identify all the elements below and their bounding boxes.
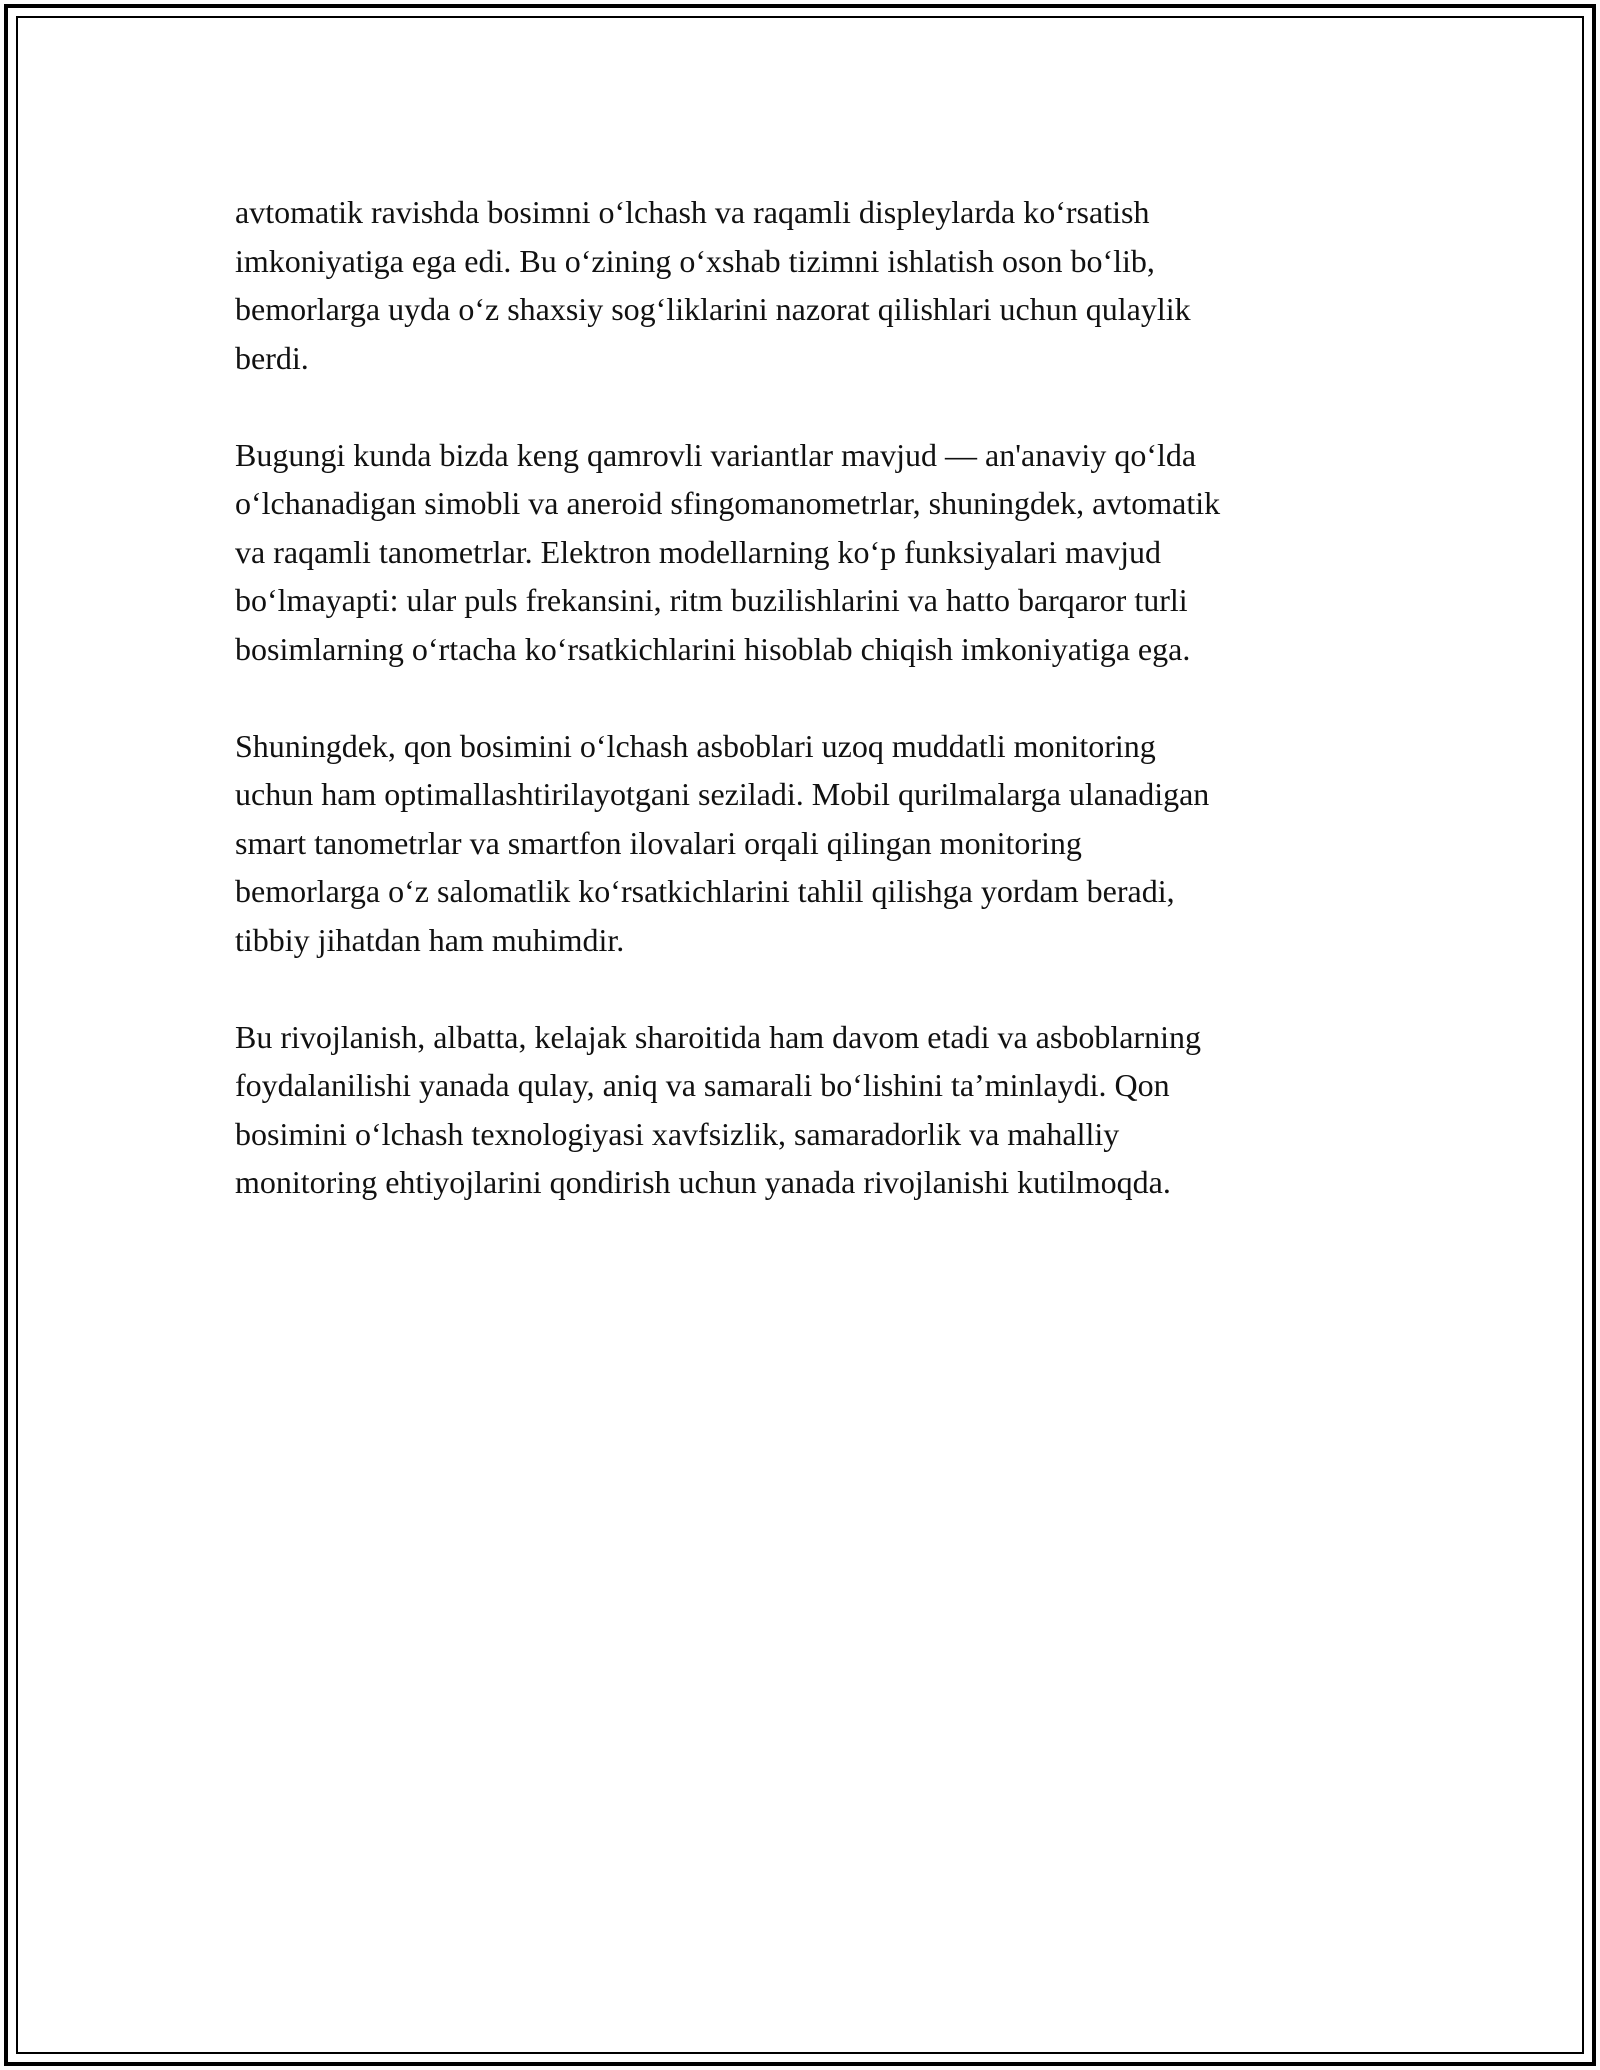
paragraph-1 [235, 188, 1405, 382]
text-line: foydalanilishi yanada qulay, aniq va samarali bo‘lishini ta’minlaydi. Qon [235, 1067, 1170, 1103]
text-line: tibbiy jihatdan ham muhimdir. [235, 921, 625, 958]
text-line: Bugungi kunda bizda keng qamrovli variantlar mavjud — an'anaviy qo‘lda [235, 436, 1197, 473]
text-line: smart tanometrlar va smartfon ilovalari orqali qilingan monitoring [235, 824, 1082, 861]
text-line: bosimini o‘lchash texnologiyasi xavfsizlik, samaradorlik va mahalliy [235, 1115, 1120, 1152]
text-line: bemorlarga o‘z salomatlik ko‘rsatkichlarini tahlil qilishga yordam beradi, [235, 873, 1175, 909]
text-line: o‘lchanadigan simobli va aneroid sfingomanometrlar, shuningdek, avtomatik [235, 485, 1221, 521]
paragraph-3 [235, 722, 1405, 965]
text-line: imkoniyatiga ega edi. Bu o‘zining o‘xshab tizimni ishlatish oson bo‘lib, [235, 242, 1155, 279]
text-line: bosimlarning o‘rtacha ko‘rsatkichlarini hisoblab chiqish imkoniyatiga ega. [235, 630, 1191, 667]
document-body [235, 188, 1405, 1255]
text-line: avtomatik ravishda bosimni o‘lchash va raqamli displeylarda ko‘rsatish [235, 194, 1150, 230]
text-line: uchun ham optimallashtirilayotgani seziladi. Mobil qurilmalarga ulanadigan [235, 776, 1210, 812]
text-line: Shuningdek, qon bosimini o‘lchash asboblari uzoq muddatli monitoring [235, 727, 1156, 764]
text-line: bemorlarga uyda o‘z shaxsiy sog‘liklarini nazorat qilishlari uchun qulaylik [235, 291, 1191, 327]
paragraph-2 [235, 431, 1405, 674]
text-line: monitoring ehtiyojlarini qondirish uchun yanada rivojlanishi kutilmoqda. [235, 1164, 1171, 1200]
text-line: va raqamli tanometrlar. Elektron modellarning ko‘p funksiyalari mavjud [235, 533, 1161, 570]
text-line: bo‘lmayapti: ular puls frekansini, ritm buzilishlarini va hatto barqaror turli [235, 582, 1188, 618]
paragraph-4 [235, 1013, 1405, 1207]
text-line: berdi. [235, 339, 309, 376]
text-line: Bu rivojlanish, albatta, kelajak sharoitida ham davom etadi va asboblarning [235, 1018, 1201, 1055]
